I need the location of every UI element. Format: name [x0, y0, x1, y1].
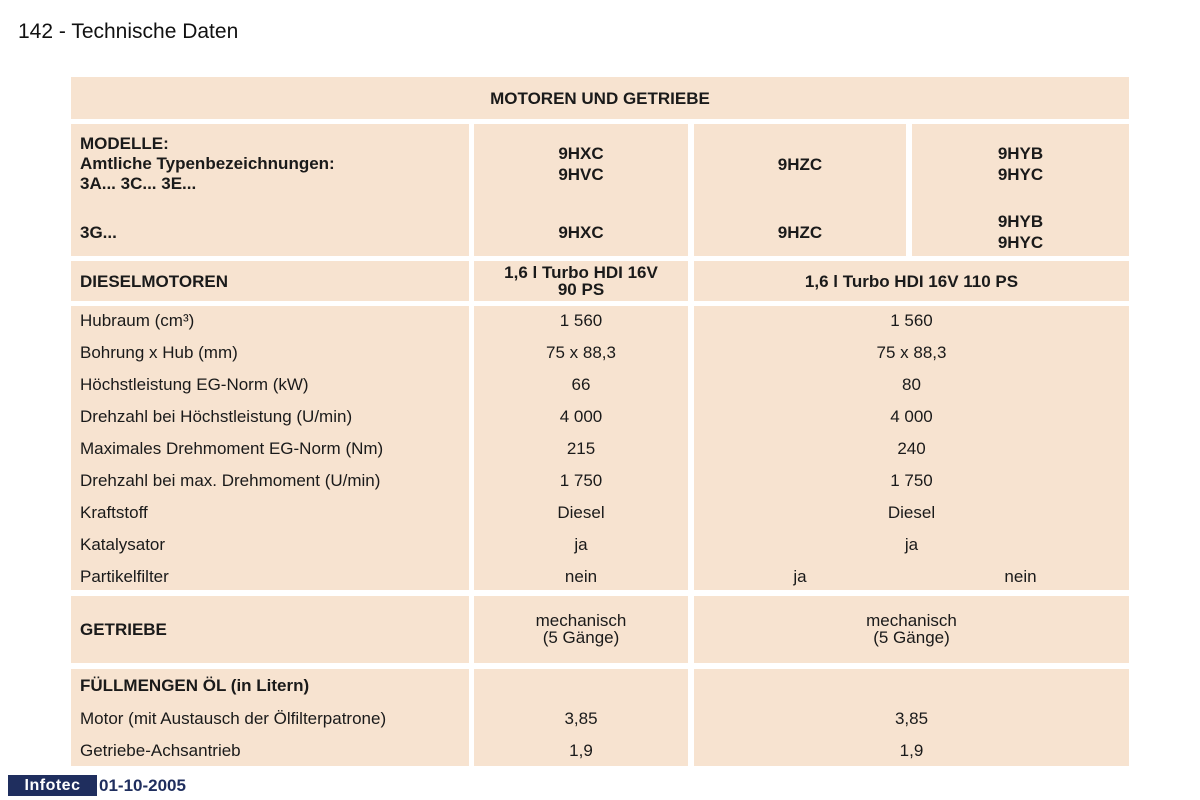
spec-label: Drehzahl bei Höchstleistung (U/min) — [80, 407, 353, 426]
model-code: 9HXC — [558, 144, 604, 163]
gearbox-value-line-2: (5 Gänge) — [873, 628, 950, 647]
engines-col2-cell — [694, 261, 1129, 301]
model-code: 9HYC — [997, 233, 1044, 252]
spec-value: 66 — [571, 375, 591, 394]
spec-label: Partikelfilter — [80, 567, 169, 586]
models-label-cell — [71, 124, 469, 256]
oil-col1-cell — [474, 669, 688, 766]
gearbox-label: GETRIEBE — [80, 620, 167, 639]
footer-date: 01-10-2005 — [99, 776, 186, 795]
spec-value: ja — [904, 535, 919, 554]
engines-col1-cell — [474, 261, 688, 301]
spec-value: 1 750 — [559, 471, 603, 490]
spec-value: nein — [564, 567, 598, 586]
spec-value: 80 — [902, 375, 921, 394]
models-col1-cell — [474, 124, 688, 256]
oil-col2-cell — [694, 669, 1129, 766]
model-code: 9HVC — [558, 165, 604, 184]
engine-name: 1,6 l Turbo HDI 16V 110 PS — [804, 272, 1019, 291]
specs-col1-cell — [474, 306, 688, 590]
engine-name-line-2: 90 PS — [557, 280, 605, 299]
model-code: 9HYB — [997, 212, 1044, 231]
models-label-3g: 3G... — [80, 223, 117, 242]
gearbox-label-cell — [71, 596, 469, 663]
engines-label-cell — [71, 261, 469, 301]
oil-row-label: Motor (mit Austausch der Ölfilterpatrone) — [80, 709, 387, 728]
spec-label: Drehzahl bei max. Drehmoment (U/min) — [80, 471, 381, 490]
table-header: MOTOREN UND GETRIEBE — [490, 89, 710, 108]
spec-value: 4 000 — [559, 407, 603, 426]
gearbox-value-line-2: (5 Gänge) — [542, 628, 620, 647]
oil-value: 3,85 — [894, 709, 929, 728]
model-code: 9HYB — [997, 144, 1044, 163]
model-code: 9HYC — [997, 165, 1044, 184]
model-code: 9HXC — [558, 223, 604, 242]
spec-value: Diesel — [887, 503, 936, 522]
spec-value: 240 — [897, 439, 926, 458]
spec-label: Höchstleistung EG-Norm (kW) — [80, 375, 309, 394]
spec-value: 1 560 — [559, 311, 603, 330]
infotec-logo: Infotec — [8, 775, 97, 796]
spec-value: Diesel — [557, 503, 605, 522]
spec-label: Kraftstoff — [80, 503, 148, 522]
oil-value: 1,9 — [899, 741, 924, 760]
spec-value: 1 750 — [890, 471, 933, 490]
oil-value: 3,85 — [564, 709, 598, 728]
gearbox-col1-cell — [474, 596, 688, 663]
gearbox-value-line-1: mechanisch — [535, 611, 627, 630]
models-label-line-1: MODELLE: — [80, 134, 169, 153]
spec-value: 215 — [566, 439, 596, 458]
table-header-cell — [71, 77, 1129, 119]
model-code: 9HZC — [777, 223, 823, 242]
page-title: 142 - Technische Daten — [18, 20, 239, 43]
models-label-line-3: 3A... 3C... 3E... — [80, 174, 197, 193]
oil-label-cell — [71, 669, 469, 766]
spec-label: Bohrung x Hub (mm) — [80, 343, 238, 362]
spec-value: 75 x 88,3 — [546, 343, 616, 362]
spec-value: 4 000 — [890, 407, 933, 426]
models-label-line-2: Amtliche Typenbezeichnungen: — [80, 154, 335, 173]
gearbox-col2-cell — [694, 596, 1129, 663]
spec-value: nein — [1004, 567, 1037, 586]
gearbox-value-line-1: mechanisch — [866, 611, 957, 630]
model-code: 9HZC — [777, 155, 823, 174]
models-col3-cell — [912, 124, 1129, 256]
spec-value: 75 x 88,3 — [876, 343, 947, 362]
specs-col2-cell — [694, 306, 1129, 590]
spec-label: Maximales Drehmoment EG-Norm (Nm) — [80, 439, 384, 458]
oil-value: 1,9 — [569, 741, 593, 760]
models-col2-cell — [694, 124, 906, 256]
spec-value: ja — [793, 567, 807, 586]
oil-section-label: FÜLLMENGEN ÖL (in Litern) — [80, 676, 310, 695]
spec-value: 1 560 — [890, 311, 933, 330]
spec-label: Hubraum (cm³) — [80, 311, 195, 330]
specs-label-cell — [71, 306, 469, 590]
spec-value: ja — [574, 535, 588, 554]
engine-name-line-1: 1,6 l Turbo HDI 16V — [504, 263, 658, 282]
spec-label: Katalysator — [80, 535, 166, 554]
engines-label: DIESELMOTOREN — [80, 272, 228, 291]
oil-row-label: Getriebe-Achsantrieb — [80, 741, 241, 760]
